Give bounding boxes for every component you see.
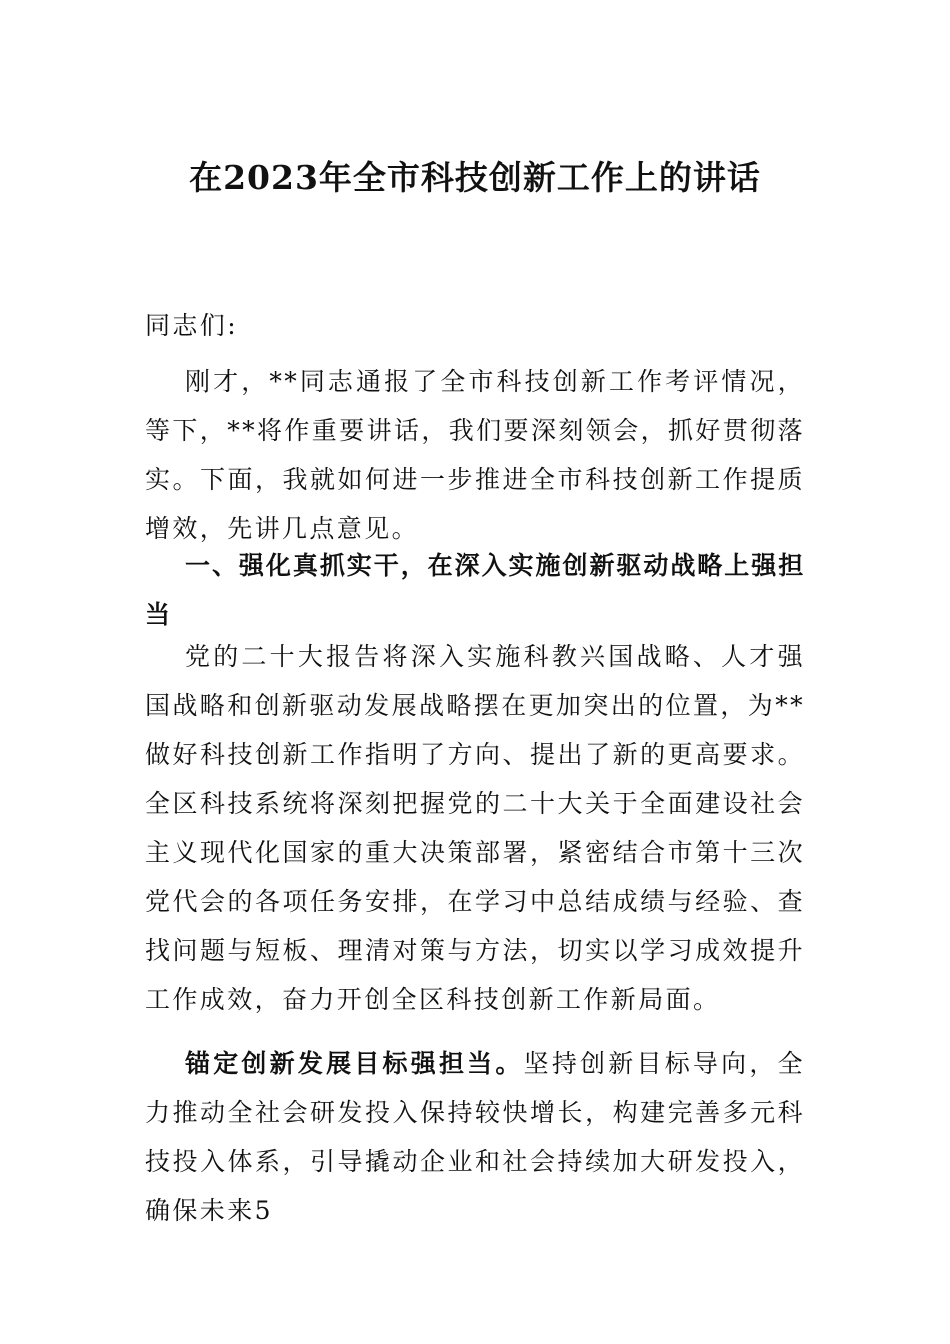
salutation: 同志们: — [145, 311, 239, 340]
document-title: 在2023年全市科技创新工作上的讲话 — [189, 158, 761, 197]
section-heading-1: 一、强化真抓实干，在深入实施创新驱动战略上强担当 — [145, 551, 805, 629]
paragraph-innovation-goals — [145, 1039, 805, 1235]
paragraph-opening: 刚才，**同志通报了全市科技创新工作考评情况，等下，**将作重要讲话，我们要深刻领会，抓好贯彻落实。下面，我就如何进一步推进全市科技创新工作提质增效，先讲几点意见。 — [145, 367, 806, 543]
paragraph-body: 坚持创新目标导向，全力推动全社会研发投入保持较快增长，构建完善多元科技投入体系，引导撬动企业和社会持续加大研发投入，确保未来5 — [145, 1049, 805, 1225]
paragraph-section-1: 党的二十大报告将深入实施科教兴国战略、人才强国战略和创新驱动发展战略摆在更加突出的位置，为**做好科技创新工作指明了方向、提出了新的更高要求。全区科技系统将深刻把握党的二十大关于全面建设社会主义现代化国家的重大决策部署，紧密结合市第十三次党代会的各项任务安排，在学习中总结成绩与经验、查找问题与短板、理清对策与方法，切实以学习成效提升工作成效，奋力开创全区科技创新工作新局面。 — [145, 642, 806, 1014]
paragraph-lead-phrase: 锚定创新发展目标强担当。 — [185, 1049, 524, 1078]
